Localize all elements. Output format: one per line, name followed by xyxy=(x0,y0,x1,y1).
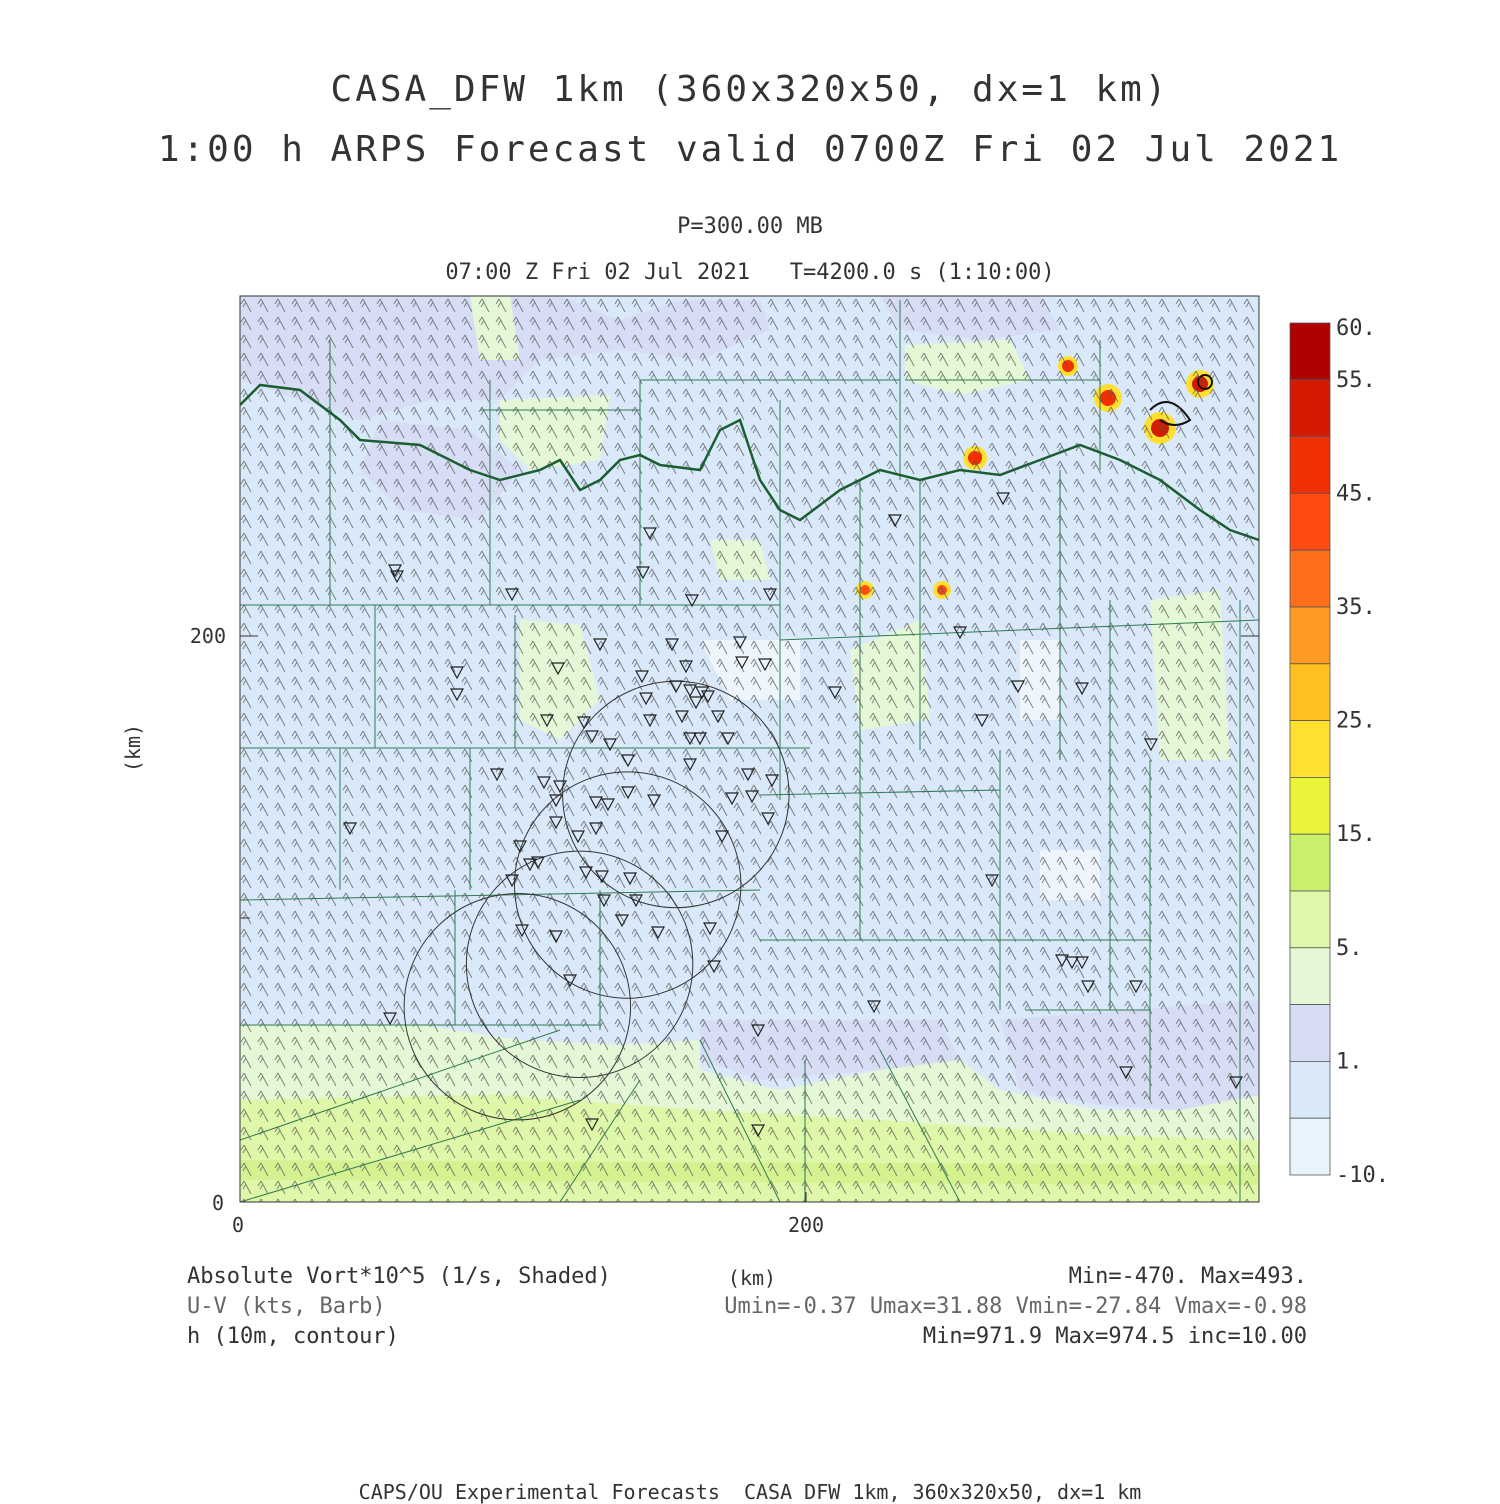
field3-label: h (10m, contour) xyxy=(187,1324,399,1349)
colorbar-swatch xyxy=(1290,437,1330,494)
colorbar-swatch xyxy=(1290,493,1330,550)
colorbar-swatch xyxy=(1290,1118,1330,1175)
wind-barbs xyxy=(240,296,1259,1202)
colorbar-swatch xyxy=(1290,777,1330,834)
x-axis-label: (km) xyxy=(727,1266,777,1290)
colorbar-swatch xyxy=(1290,664,1330,721)
valid-time: 07:00 Z Fri 02 Jul 2021 T=4200.0 s (1:10:00) xyxy=(445,260,1055,285)
colorbar-swatch xyxy=(1290,891,1330,948)
credit-line: CAPS/OU Experimental Forecasts CASA DFW 1km, 360x320x50, dx=1 km xyxy=(358,1480,1142,1504)
y-tick-200: 200 xyxy=(189,624,226,648)
colorbar-label: 15. xyxy=(1336,822,1376,848)
field2-stats: Umin=-0.37 Umax=31.88 Vmin=-27.84 Vmax=-0.98 xyxy=(724,1294,1307,1319)
colorbar-label: 5. xyxy=(1336,935,1363,961)
colorbar-swatch xyxy=(1290,1005,1330,1062)
colorbar-swatch xyxy=(1290,834,1330,891)
x-tick-200: 200 xyxy=(787,1213,825,1237)
field3-stats: Min=971.9 Max=974.5 inc=10.00 xyxy=(922,1324,1307,1349)
colorbar-label: 60. xyxy=(1336,316,1376,341)
colorbar-label: 55. xyxy=(1336,367,1376,393)
colorbar-label: -10. xyxy=(1336,1163,1389,1188)
title-line-2: 1:00 h ARPS Forecast valid 0700Z Fri 02 Jul 2021 xyxy=(157,129,1343,170)
colorbar-label: 45. xyxy=(1336,481,1376,507)
colorbar-label: 1. xyxy=(1336,1049,1363,1075)
colorbar-label: 35. xyxy=(1336,595,1376,620)
colorbar-swatch xyxy=(1290,948,1330,1005)
y-tick-0: 0 xyxy=(211,1191,224,1215)
colorbar-swatch xyxy=(1290,380,1330,437)
title-line-1: CASA_DFW 1km (360x320x50, dx=1 km) xyxy=(330,69,1170,110)
colorbar-label: 25. xyxy=(1336,708,1376,734)
colorbar-swatch xyxy=(1290,550,1330,607)
x-tick-0: 0 xyxy=(231,1213,245,1237)
colorbar xyxy=(1290,323,1330,1175)
colorbar-swatch xyxy=(1290,721,1330,778)
y-axis-label: (km) xyxy=(121,723,145,773)
colorbar-labels xyxy=(1336,316,1389,1188)
colorbar-swatch xyxy=(1290,323,1330,380)
colorbar-swatch xyxy=(1290,607,1330,664)
pressure-level: P=300.00 MB xyxy=(677,214,823,239)
field1-stats: Min=-470. Max=493. xyxy=(1068,1264,1307,1289)
colorbar-swatch xyxy=(1290,1061,1330,1118)
field2-label: U-V (kts, Barb) xyxy=(187,1294,386,1319)
field1-label: Absolute Vort*10^5 (1/s, Shaded) xyxy=(187,1264,611,1289)
